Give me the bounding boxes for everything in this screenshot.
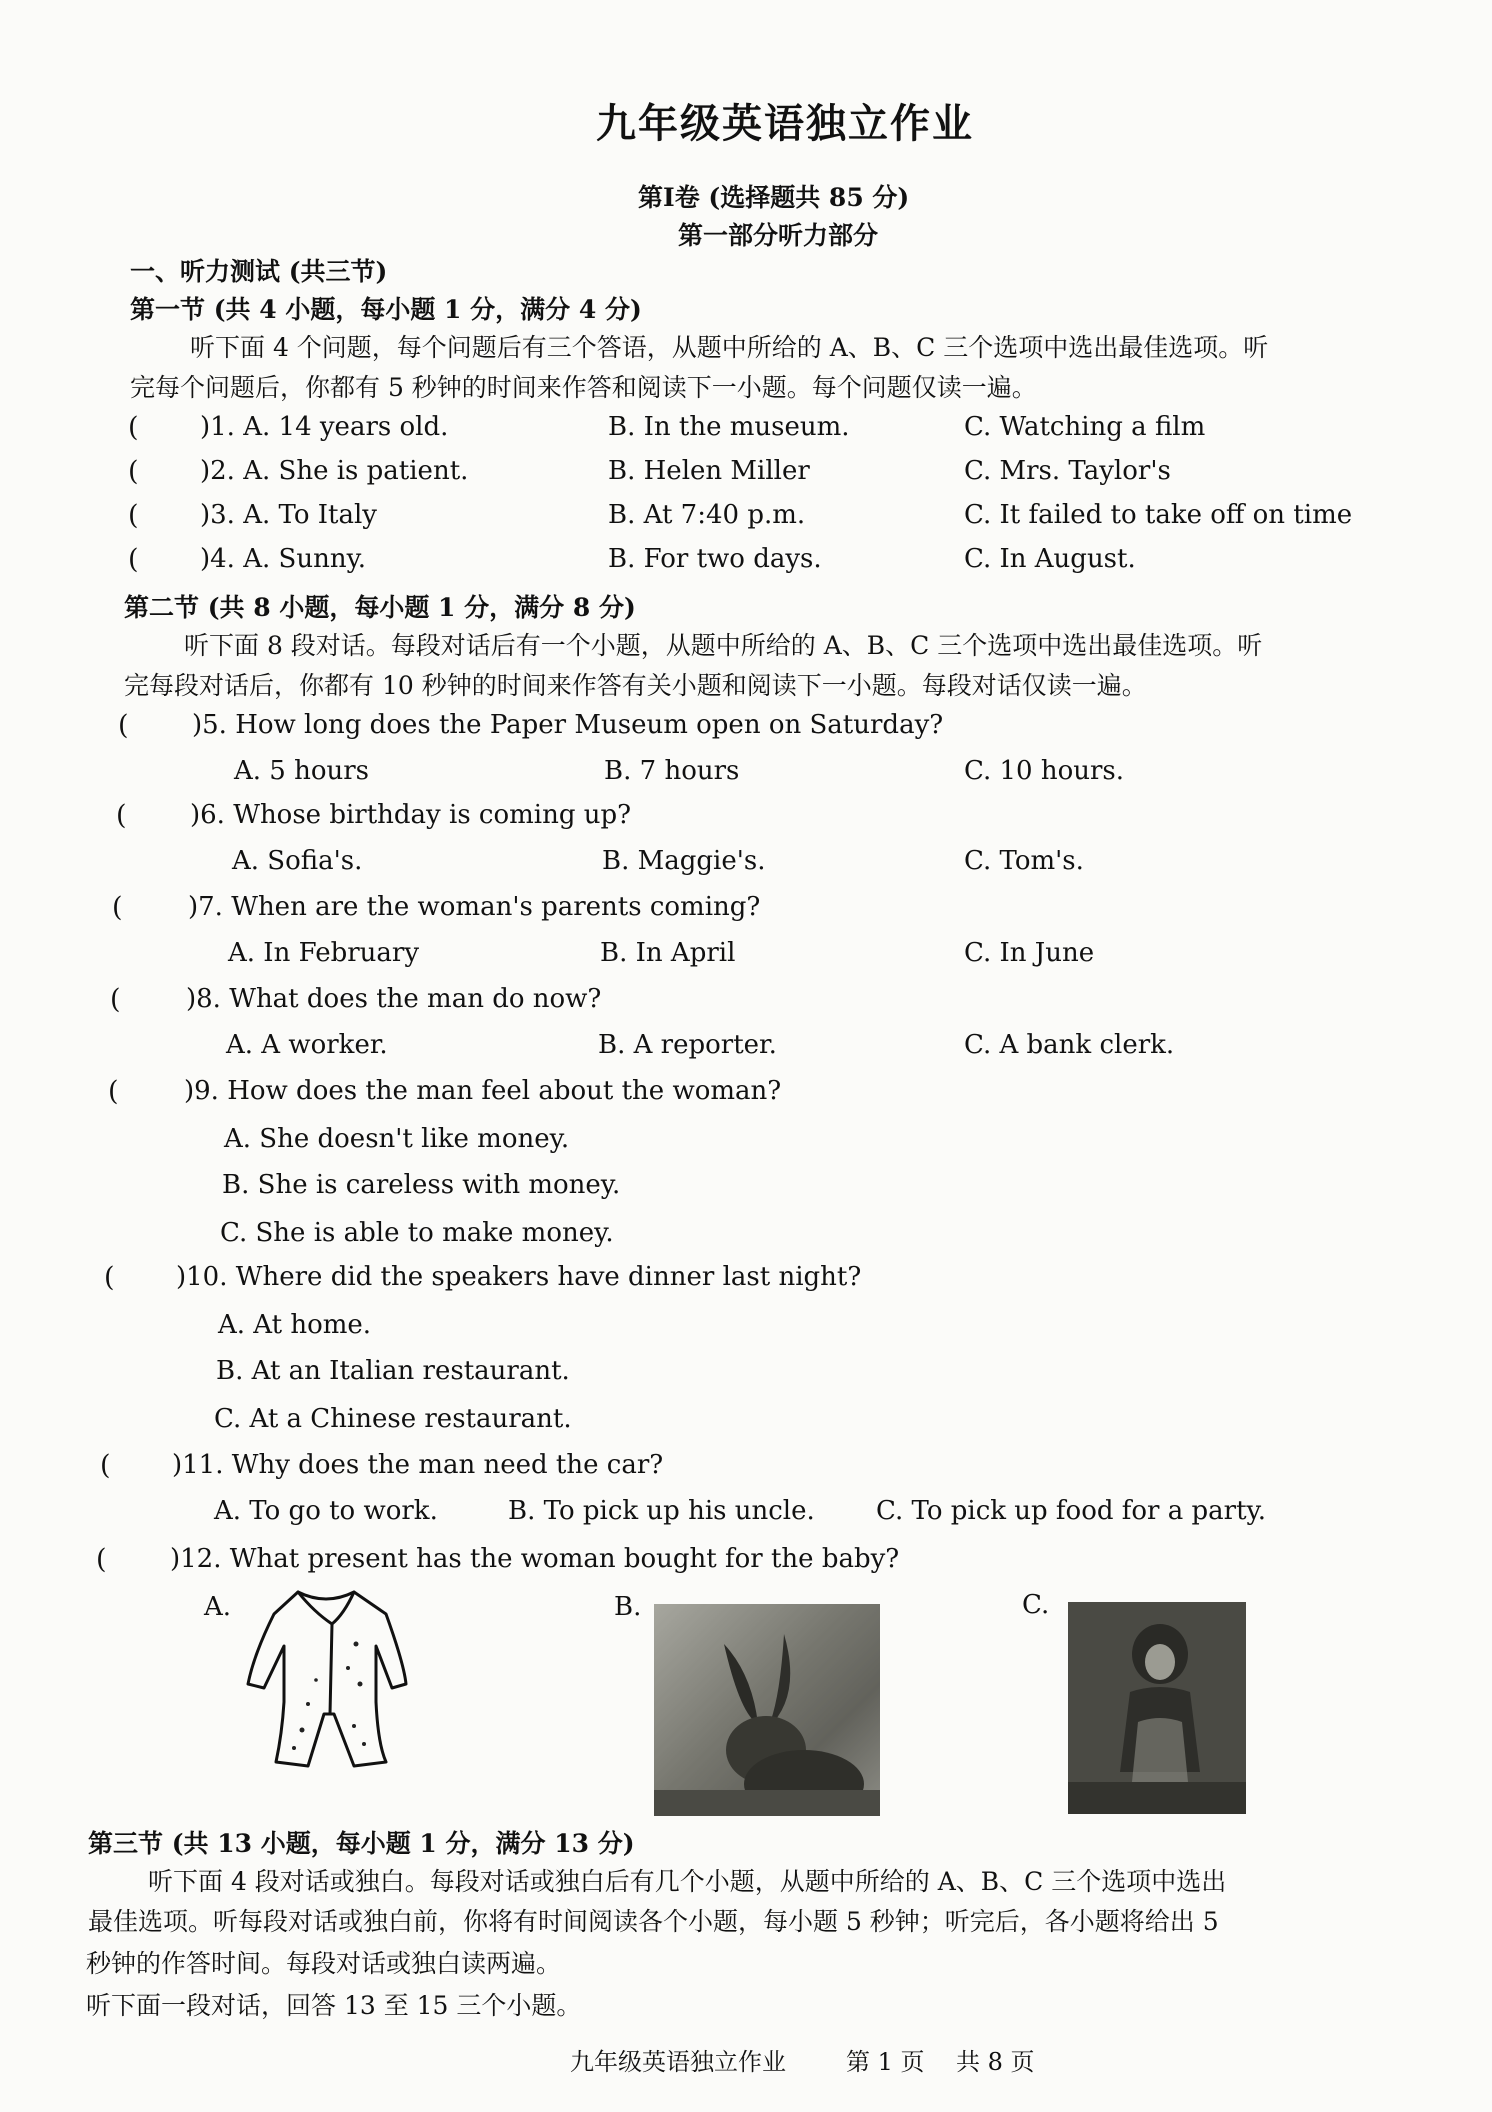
section3-instruction-1: 听下面 4 段对话或独白。每段对话或独白后有几个小题，从题中所给的 A、B、C 三个选项中选出	[148, 1867, 1227, 1896]
section3-instruction-3: 秒钟的作答时间。每段对话或独白读两遍。	[86, 1949, 562, 1978]
question-8-option-b: B. A reporter.	[598, 1030, 777, 1060]
question-5-option-a: A. 5 hours	[234, 756, 370, 786]
question-3-option-c: C. It failed to take off on time	[964, 500, 1353, 530]
question-8-option-c: C. A bank clerk.	[964, 1030, 1175, 1060]
question-12-option-b: B.	[614, 1592, 642, 1622]
question-7-option-a: A. In February	[228, 938, 420, 968]
section2-heading: 第二节 (共 8 小题，每小题 1 分，满分 8 分)	[124, 593, 636, 622]
answer-blank[interactable]: (	[118, 710, 129, 741]
section3-instruction-4: 听下面一段对话，回答 13 至 15 三个小题。	[86, 1991, 582, 2020]
question-10-option-b: B. At an Italian restaurant.	[216, 1356, 570, 1386]
answer-blank[interactable]: (	[100, 1450, 111, 1481]
question-6-option-a: A. Sofia's.	[232, 846, 363, 876]
question-9-stem: )9. How does the man feel about the woman?	[184, 1076, 782, 1106]
question-1-option-b: B. In the museum.	[608, 412, 850, 442]
answer-blank[interactable]: (	[128, 456, 139, 487]
doll-image	[1068, 1602, 1246, 1814]
baby-romper-image	[236, 1584, 416, 1774]
answer-blank[interactable]: (	[128, 500, 139, 531]
section1-instruction-1: 听下面 4 个问题，每个问题后有三个答语，从题中所给的 A、B、C 三个选项中选出最佳选项。听	[190, 333, 1269, 362]
footer-title: 九年级英语独立作业	[570, 2048, 786, 2076]
question-1-option-c: C. Watching a film	[964, 412, 1206, 442]
question-11-option-c: C. To pick up food for a party.	[876, 1496, 1267, 1526]
question-1-option-a: )1. A. 14 years old.	[200, 412, 449, 442]
answer-blank[interactable]: (	[104, 1262, 115, 1293]
question-11-stem: )11. Why does the man need the car?	[172, 1450, 664, 1480]
question-10-option-c: C. At a Chinese restaurant.	[214, 1404, 572, 1434]
section2-instruction-1: 听下面 8 段对话。每段对话后有一个小题，从题中所给的 A、B、C 三个选项中选出最佳选项。听	[184, 631, 1263, 660]
question-5-option-b: B. 7 hours	[604, 756, 740, 786]
answer-blank[interactable]: (	[128, 544, 139, 575]
question-10-option-a: A. At home.	[218, 1310, 372, 1340]
question-7-option-c: C. In June	[964, 938, 1095, 968]
question-7-option-b: B. In April	[600, 938, 736, 968]
answer-blank[interactable]: (	[96, 1544, 107, 1575]
question-5-stem: )5. How long does the Paper Museum open on Saturday?	[192, 710, 944, 740]
question-2-option-c: C. Mrs. Taylor's	[964, 456, 1171, 486]
page-total: 共 8 页	[956, 2048, 1035, 2076]
question-4-option-a: )4. A. Sunny.	[200, 544, 367, 574]
question-12-option-c: C.	[1022, 1590, 1050, 1620]
section1-heading: 第一节 (共 4 小题，每小题 1 分，满分 4 分)	[130, 295, 642, 324]
part-subtitle: 第一部分听力部分	[678, 221, 879, 250]
question-11-option-b: B. To pick up his uncle.	[508, 1496, 815, 1526]
question-10-stem: )10. Where did the speakers have dinner last night?	[176, 1262, 862, 1292]
question-2-option-b: B. Helen Miller	[608, 456, 810, 486]
answer-blank[interactable]: (	[128, 412, 139, 443]
part-heading: 一、听力测试 (共三节)	[130, 257, 388, 286]
question-9-option-b: B. She is careless with money.	[222, 1170, 621, 1200]
question-6-option-b: B. Maggie's.	[602, 846, 766, 876]
question-2-option-a: )2. A. She is patient.	[200, 456, 469, 486]
section1-instruction-2: 完每个问题后，你都有 5 秒钟的时间来作答和阅读下一小题。每个问题仅读一遍。	[130, 373, 1037, 402]
question-7-stem: )7. When are the woman's parents coming?	[188, 892, 761, 922]
question-9-option-a: A. She doesn't like money.	[224, 1124, 570, 1154]
section2-instruction-2: 完每段对话后，你都有 10 秒钟的时间来作答有关小题和阅读下一小题。每段对话仅读一遍。	[124, 671, 1147, 700]
section3-instruction-2: 最佳选项。听每段对话或独白前，你将有时间阅读各个小题，每小题 5 秒钟；听完后，各小题将给出 5	[88, 1907, 1219, 1936]
answer-blank[interactable]: (	[110, 984, 121, 1015]
question-9-option-c: C. She is able to make money.	[220, 1218, 614, 1248]
answer-blank[interactable]: (	[108, 1076, 119, 1107]
answer-blank[interactable]: (	[116, 800, 127, 831]
question-3-option-a: )3. A. To Italy	[200, 500, 377, 530]
question-4-option-c: C. In August.	[964, 544, 1136, 574]
question-8-option-a: A. A worker.	[226, 1030, 388, 1060]
question-8-stem: )8. What does the man do now?	[186, 984, 602, 1014]
section3-heading: 第三节 (共 13 小题，每小题 1 分，满分 13 分)	[88, 1829, 635, 1858]
question-5-option-c: C. 10 hours.	[964, 756, 1125, 786]
page-number: 第 1 页	[846, 2048, 925, 2076]
question-6-stem: )6. Whose birthday is coming up?	[190, 800, 632, 830]
question-6-option-c: C. Tom's.	[964, 846, 1084, 876]
rabbit-toy-image	[654, 1604, 880, 1816]
answer-blank[interactable]: (	[112, 892, 123, 923]
question-12-option-a: A.	[204, 1592, 232, 1622]
question-4-option-b: B. For two days.	[608, 544, 822, 574]
page-title: 九年级英语独立作业	[596, 100, 974, 147]
question-3-option-b: B. At 7:40 p.m.	[608, 500, 806, 530]
question-12-stem: )12. What present has the woman bought for the baby?	[170, 1544, 900, 1574]
paper-subtitle: 第Ⅰ卷 (选择题共 85 分)	[638, 183, 910, 212]
question-11-option-a: A. To go to work.	[214, 1496, 438, 1526]
